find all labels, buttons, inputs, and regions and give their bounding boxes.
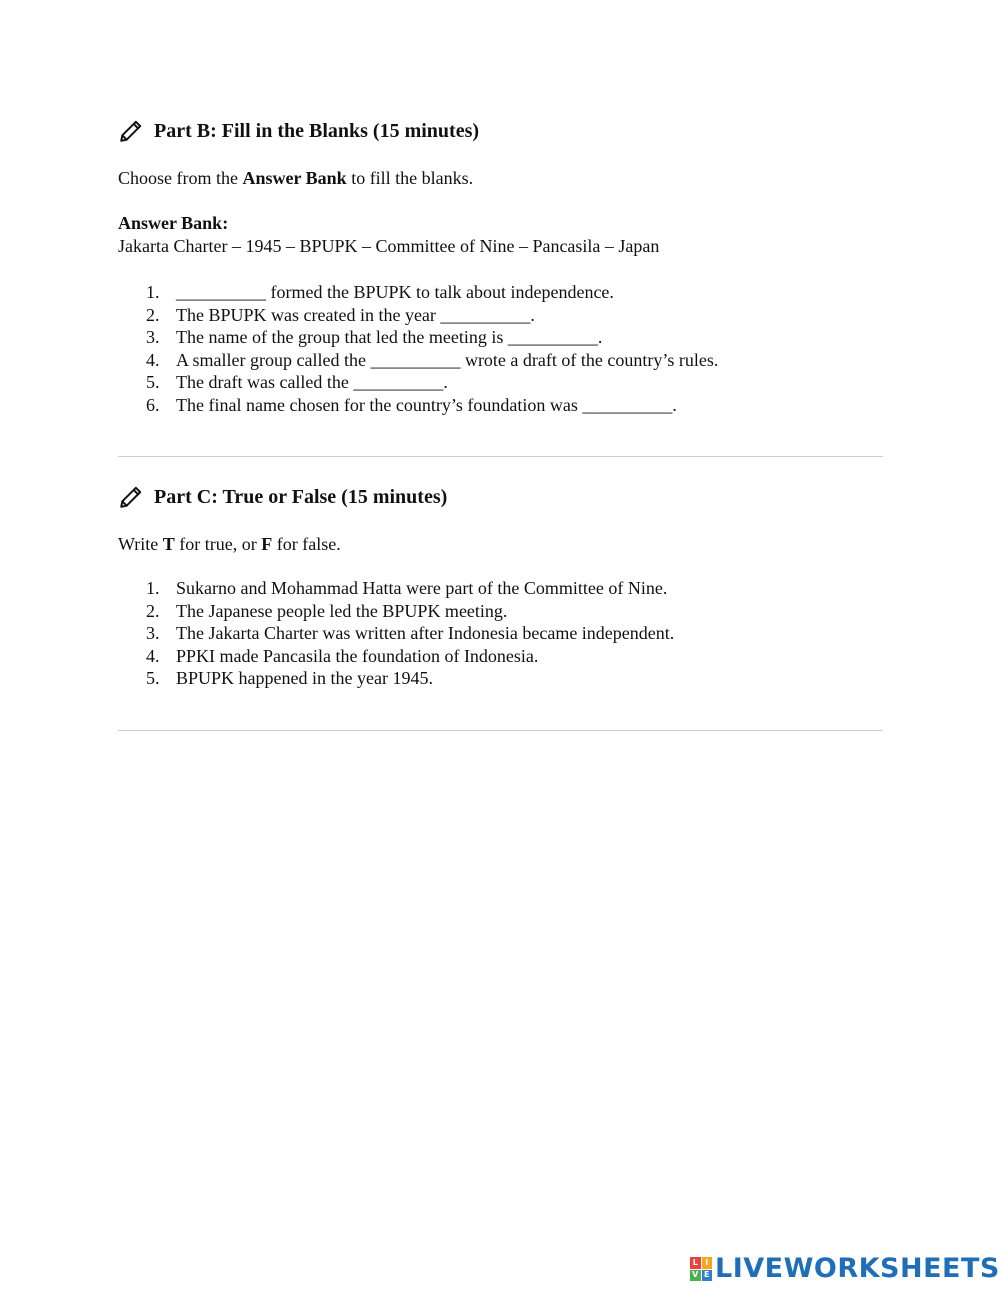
item-number: 5.	[146, 372, 160, 392]
item-number: 2.	[146, 304, 160, 325]
fill-blank-question	[118, 394, 718, 417]
item-number: 4.	[146, 645, 160, 666]
pencil-icon	[118, 484, 144, 510]
true-false-statement	[118, 645, 674, 668]
item-number: 1.	[146, 578, 160, 598]
item-number: 2.	[146, 600, 160, 621]
item-text: Sukarno and Mohammad Hatta were part of the Committee of Nine.	[176, 578, 668, 598]
logo-letter-tile: I	[702, 1257, 713, 1269]
fill-blank-list	[118, 281, 718, 416]
item-text: BPUPK happened in the year 1945.	[176, 668, 433, 688]
pencil-icon	[118, 118, 144, 144]
true-false-statement	[118, 577, 674, 600]
item-text: A smaller group called the __________ wrote a draft of the country’s rules.	[176, 349, 719, 370]
item-text: The final name chosen for the country’s foundation was __________.	[176, 394, 677, 415]
item-number: 4.	[146, 349, 160, 370]
item-text: The name of the group that led the meeting is __________.	[176, 327, 603, 347]
item-text: The draft was called the __________.	[176, 372, 448, 392]
part-b-title: Part B: Fill in the Blanks (15 minutes)	[154, 120, 480, 142]
item-text: The Japanese people led the BPUPK meeting.	[176, 600, 508, 621]
part-b-heading	[118, 118, 479, 144]
item-text: PPKI made Pancasila the foundation of Indonesia.	[176, 645, 539, 666]
fill-blank-question	[118, 349, 718, 372]
divider	[118, 456, 883, 457]
liveworksheets-logo	[690, 1254, 1000, 1284]
logo-letter-tile: V	[690, 1270, 701, 1282]
logo-letter-tile: L	[690, 1257, 701, 1269]
item-number: 1.	[146, 282, 160, 302]
item-text: The BPUPK was created in the year __________.	[176, 304, 535, 325]
answer-bank-items: Jakarta Charter – 1945 – BPUPK – Committee of Nine – Pancasila – Japan	[118, 236, 660, 256]
part-c-instruction: Write T for true, or F for false.	[118, 534, 341, 554]
live-logo-icon	[690, 1257, 712, 1281]
true-false-statement	[118, 622, 674, 645]
brand-name: LIVEWORKSHEETS	[715, 1253, 1000, 1284]
fill-blank-question	[118, 304, 718, 327]
item-number: 3.	[146, 623, 160, 643]
true-false-statement	[118, 667, 674, 690]
fill-blank-question	[118, 371, 718, 394]
answer-bank-ref: Answer Bank	[242, 168, 347, 188]
item-text: __________ formed the BPUPK to talk about independence.	[176, 282, 614, 302]
fill-blank-question	[118, 326, 718, 349]
item-number: 6.	[146, 394, 160, 415]
fill-blank-question	[118, 281, 718, 304]
logo-letter-tile: E	[702, 1270, 713, 1282]
true-false-statement	[118, 600, 674, 623]
answer-bank-label: Answer Bank:	[118, 213, 229, 233]
item-number: 3.	[146, 327, 160, 347]
true-false-list	[118, 577, 674, 690]
part-c-heading	[118, 484, 447, 510]
item-number: 5.	[146, 668, 160, 688]
part-b-instruction: Choose from the Answer Bank to fill the blanks.	[118, 168, 474, 188]
part-c-title: Part C: True or False (15 minutes)	[154, 486, 448, 508]
item-text: The Jakarta Charter was written after Indonesia became independent.	[176, 623, 675, 643]
divider	[118, 730, 883, 731]
